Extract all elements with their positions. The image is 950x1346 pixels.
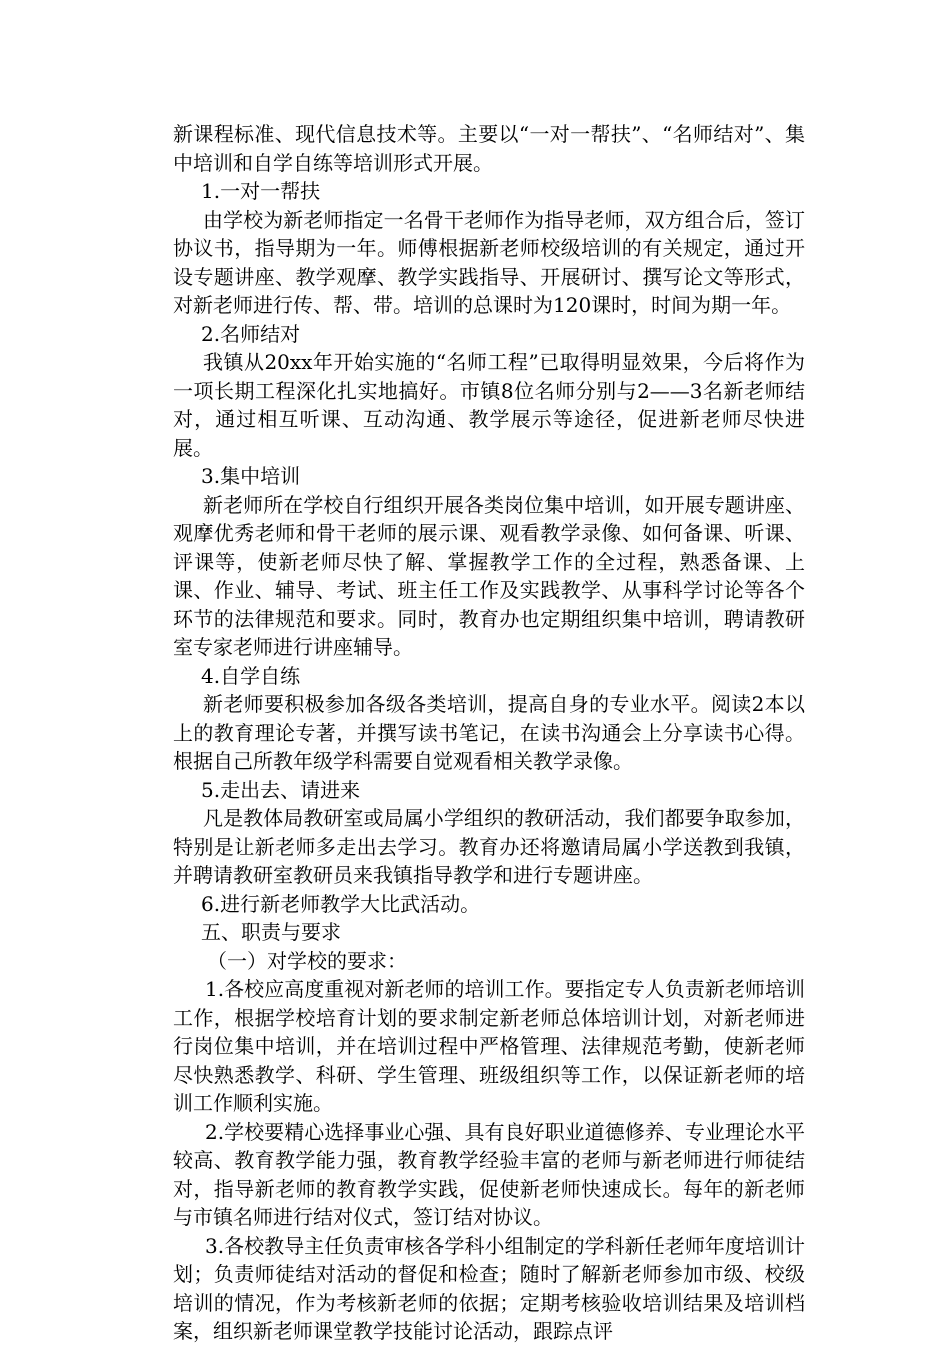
paragraph-intro-continued: 新课程标准、现代信息技术等。主要以“一对一帮扶”、“名师结对”、集中培训和自学自练等培训形式开展。 [173,122,805,175]
paragraph-self-study: 新老师要积极参加各级各类培训，提高自身的专业水平。阅读2本以上的教育理论专著，并撰写读书笔记，在读书沟通会上分享读书心得。 根据自己所教年级学科需要自觉观看相关教学录像。 [173,692,805,773]
document-body [173,120,805,1346]
paragraph-go-out-invite-in: 凡是教体局教研室或局属小学组织的教研活动，我们都要争取参加，特别是让新老师多走出去学习。教育办还将邀请局属小学送教到我镇，并聘请教研室教研员来我镇指导教学和进行专题讲座。 [173,806,805,887]
section-title-responsibilities: 五、职责与要求 [201,920,341,944]
heading-self-study: 4.自学自练 [201,663,301,688]
heading-centralized-training: 3.集中培训 [201,464,301,488]
paragraph-requirement-2: 2.学校要精心选择事业心强、具有良好职业道德修养、专业理论水平较高、教育教学能力强，教育教学经验丰富的老师与新老师进行师徒结对，指导新老师的教育教学实践，促使新老师快速成长。每年的新老师与市镇名师进行结对仪式，签订结对协议。 [173,1119,805,1229]
paragraph-centralized-training: 新老师所在学校自行组织开展各类岗位集中培训，如开展专题讲座、观摩优秀老师和骨干老师的展示课、观看教学录像、如何备课、听课、评课等，使新老师尽快了解、掌握教学工作的全过程，熟悉备课、上课、作业、辅导、考试、班主任工作及实践教学、从事科学讨论等各个环节的法律规范和要求。同时，教育办也定期组织集中培训，聘请教研室专家老师进行讲座辅导。 [173,492,805,659]
heading-go-out-invite-in: 5.走出去、请进来 [201,777,361,802]
heading-one-on-one-mentoring: 1.一对一帮扶 [201,179,321,203]
heading-master-teacher-pairing: 2.名师结对 [201,321,301,346]
paragraph-one-on-one-mentoring: 由学校为新老师指定一名骨干老师作为指导老师，双方组合后，签订协议书，指导期为一年。师傅根据新老师校级培训的有关规定，通过开设专题讲座、教学观摩、教学实践指导、开展研讨、撰写论文等形式，对新老师进行传、帮、带。培训的总课时为120课时，时间为期一年。 [173,207,805,317]
subsection-title-school-requirements: （一）对学校的要求： [207,948,407,973]
paragraph-requirement-1: 1.各校应高度重视对新老师的培训工作。要指定专人负责新老师培训工作，根据学校培育计划的要求制定新老师总体培训计划，对新老师进行岗位集中培训，并在培训过程中严格管理、法律规范考勤，使新老师尽快熟悉教学、科研、学生管理、班级组织等工作，以保证新老师的培训工作顺利实施。 [173,977,805,1115]
paragraph-requirement-3: 3.各校教导主任负责审核各学科小组制定的学科新任老师年度培训计划；负责师徒结对活动的督促和检查；随时了解新老师参加市级、校级培训的情况，作为考核新老师的依据；定期考核验收培训结果及培训档案，组织新老师课堂教学技能讨论活动，跟踪点评 [173,1233,805,1343]
heading-teaching-competition: 6.进行新老师教学大比武活动。 [201,891,481,916]
paragraph-master-teacher-pairing: 我镇从20xx年开始实施的“名师工程”已取得明显效果，今后将作为一项长期工程深化扎实地搞好。市镇8位名师分别与2——3名新老师结对，通过相互听课、互动沟通、教学展示等途径，促进新老师尽快进展。 [173,350,805,460]
